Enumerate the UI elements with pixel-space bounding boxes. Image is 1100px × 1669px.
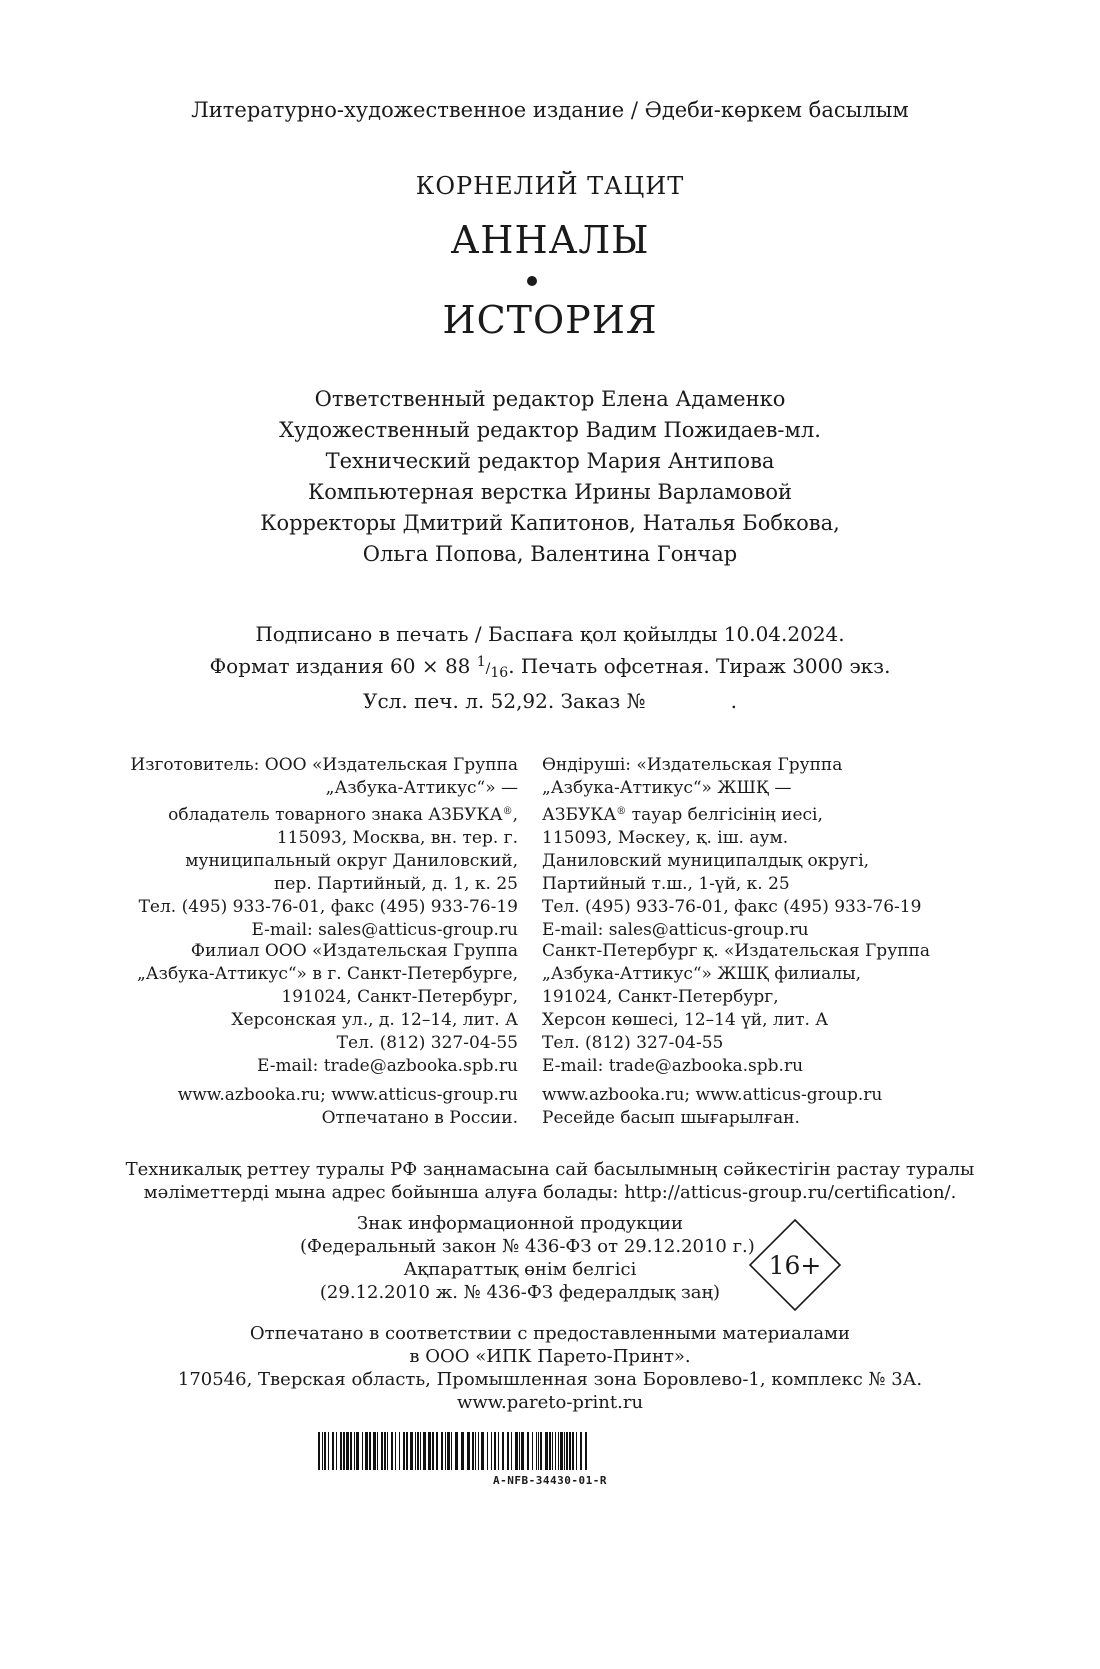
barcode xyxy=(318,1432,588,1470)
manufacturer-kz xyxy=(542,754,921,942)
manufacturer-ru-line: муниципальный округ Даниловский, xyxy=(185,851,518,871)
barcode-bar xyxy=(521,1432,524,1470)
barcode-bar xyxy=(354,1432,355,1470)
barcode-bar xyxy=(391,1432,393,1470)
fraction-numerator: 1 xyxy=(476,654,486,670)
barcode-bar xyxy=(451,1432,452,1470)
barcode-bar xyxy=(343,1432,345,1470)
barcode-bar xyxy=(328,1432,329,1470)
branch-ru xyxy=(137,940,518,1078)
barcode-bar xyxy=(340,1432,342,1470)
registered-mark: ® xyxy=(502,806,513,817)
barcode-bar xyxy=(494,1432,496,1470)
barcode-bar xyxy=(519,1432,520,1470)
barcode-bar xyxy=(428,1432,431,1470)
barcode-bar xyxy=(538,1432,539,1470)
format-prefix: Формат издания 60 × 88 xyxy=(209,654,477,678)
printer-address: 170546, Тверская область, Промышленная зона Боровлево-1, комплекс № 3А. xyxy=(177,1369,923,1390)
info-sign-line: (29.12.2010 ж. № 436-ФЗ федералдық заң) xyxy=(319,1282,721,1303)
editorial-credits xyxy=(0,384,1100,570)
barcode-bar xyxy=(447,1432,450,1470)
manufacturer-kz-line: Өндіруші: «Издательская Группа xyxy=(542,755,843,775)
trademark-end: , xyxy=(512,805,518,825)
branch-ru-line: „Азбука-Аттикус“» в г. Санкт-Петербурге, xyxy=(136,964,518,984)
barcode-bar xyxy=(545,1432,548,1470)
barcode-bar xyxy=(585,1432,587,1470)
barcode-bar xyxy=(387,1432,388,1470)
info-product-sign xyxy=(300,1212,755,1304)
barcode-bar xyxy=(318,1432,320,1470)
barcode-bar xyxy=(356,1432,359,1470)
age-rating-badge xyxy=(748,1218,842,1312)
barcode-bar xyxy=(423,1432,426,1470)
branch-kz-line: „Азбука-Аттикус“» ЖШҚ филиалы, xyxy=(542,964,862,984)
barcode-bar xyxy=(560,1432,563,1470)
barcode-bar xyxy=(549,1432,551,1470)
format-line xyxy=(0,648,1100,687)
barcode-bar xyxy=(558,1432,559,1470)
branch-kz-email: E-mail: trade@azbooka.spb.ru xyxy=(542,1056,804,1076)
sheets-line xyxy=(0,687,1100,715)
barcode-bar xyxy=(564,1432,565,1470)
info-sign-line: Ақпараттық өнім белгісі xyxy=(403,1259,637,1280)
manufacturer-kz-line xyxy=(542,800,921,827)
printer-website: www.pareto-print.ru xyxy=(456,1392,644,1413)
barcode-bar xyxy=(369,1432,371,1470)
barcode-bar xyxy=(377,1432,378,1470)
manufacturer-kz-line: „Азбука-Аттикус“» ЖШҚ — xyxy=(542,778,792,798)
age-rating-text: 16+ xyxy=(768,1251,822,1280)
barcode-bar xyxy=(566,1432,568,1470)
printed-in-kz: Ресейде басып шығарылған. xyxy=(542,1108,800,1128)
barcode-bar xyxy=(346,1432,349,1470)
credit-line: Корректоры Дмитрий Капитонов, Наталья Бобкова, xyxy=(260,511,840,535)
barcode-bar xyxy=(536,1432,537,1470)
barcode-bar xyxy=(322,1432,323,1470)
printer-line: Отпечатано в соответствии с предоставленными материалами xyxy=(249,1323,851,1344)
trademark-text: АЗБУКА xyxy=(542,805,617,825)
barcode-bar xyxy=(445,1432,446,1470)
format-fraction xyxy=(476,654,509,681)
manufacturer-kz-email: E-mail: sales@atticus-group.ru xyxy=(542,920,809,940)
title-separator-dot xyxy=(527,276,537,286)
barcode-bar xyxy=(432,1432,434,1470)
format-suffix: . Печать офсетная. Тираж 3000 экз. xyxy=(508,654,891,678)
barcode-bar xyxy=(436,1432,438,1470)
branch-kz xyxy=(542,940,930,1078)
credit-line: Компьютерная верстка Ирины Варламовой xyxy=(307,480,793,504)
barcode-bar xyxy=(455,1432,458,1470)
barcode-bar xyxy=(555,1432,556,1470)
barcode-bar xyxy=(552,1432,553,1470)
barcode-bar xyxy=(350,1432,352,1470)
branch-ru-line: Филиал ООО «Издательская Группа xyxy=(190,941,518,961)
barcode-bar xyxy=(406,1432,408,1470)
barcode-bar xyxy=(487,1432,488,1470)
manufacturer-ru-line xyxy=(130,800,518,827)
trademark-end: тауар белгісінің иесі, xyxy=(626,805,823,825)
barcode-bar xyxy=(373,1432,376,1470)
barcode-bar xyxy=(511,1432,512,1470)
barcode-bar xyxy=(498,1432,499,1470)
fraction-denominator: 16 xyxy=(490,665,509,681)
branch-kz-line: Санкт-Петербург қ. «Издательская Группа xyxy=(542,941,930,961)
barcode-bar xyxy=(324,1432,326,1470)
signed-date: Подписано в печать / Баспаға қол қойылды 10.04.2024. xyxy=(255,622,845,646)
web-kz xyxy=(542,1084,882,1130)
manufacturer-kz-line: Партийный т.ш., 1-үй, к. 25 xyxy=(542,874,790,894)
branch-ru-line: Тел. (812) 327-04-55 xyxy=(336,1033,518,1053)
barcode-bar xyxy=(502,1432,504,1470)
barcode-bar xyxy=(381,1432,383,1470)
barcode-bar xyxy=(336,1432,337,1470)
barcode-bar xyxy=(515,1432,518,1470)
branch-ru-line: 191024, Санкт-Петербург, xyxy=(281,987,518,1007)
barcode-bar xyxy=(478,1432,479,1470)
certification-line: Техникалық реттеу туралы РФ заңнамасына сай басылымның сәйкестігін растау туралы xyxy=(125,1159,975,1180)
branch-kz-line: Херсон көшесі, 12–14 үй, лит. А xyxy=(542,1010,829,1030)
barcode-bar xyxy=(384,1432,386,1470)
barcode-bar xyxy=(491,1432,492,1470)
barcode-bar xyxy=(472,1432,474,1470)
barcode-bar xyxy=(362,1432,363,1470)
manufacturer-kz-line: Даниловский муниципалдық округі, xyxy=(542,851,870,871)
barcode-bar xyxy=(540,1432,542,1470)
branch-kz-line: 191024, Санкт-Петербург, xyxy=(542,987,779,1007)
manufacturer-ru-line: Тел. (495) 933-76-01, факс (495) 933-76-19 xyxy=(138,897,518,917)
barcode-bar xyxy=(532,1432,533,1470)
certification-note xyxy=(0,1158,1100,1204)
branch-ru-line: Херсонская ул., д. 12–14, лит. А xyxy=(231,1010,518,1030)
trademark-text: обладатель товарного знака АЗБУКА xyxy=(168,805,503,825)
barcode-bar xyxy=(507,1432,509,1470)
barcode-bar xyxy=(420,1432,421,1470)
barcode-bar xyxy=(395,1432,396,1470)
barcode-bar xyxy=(461,1432,464,1470)
book-title-history: ИСТОРИЯ xyxy=(442,298,658,342)
fraction-slash: / xyxy=(485,661,491,677)
barcode-bar xyxy=(580,1432,582,1470)
sheets-prefix: Усл. печ. л. 52,92. Заказ № xyxy=(363,689,646,713)
series-line: Литературно-художественное издание / Әдеби-көркем басылым xyxy=(191,98,909,122)
credit-line: Ольга Попова, Валентина Гончар xyxy=(362,542,738,566)
info-sign-line: (Федеральный закон № 436-ФЗ от 29.12.2010 г.) xyxy=(300,1236,755,1257)
barcode-bar xyxy=(467,1432,470,1470)
barcode-bar xyxy=(417,1432,419,1470)
print-info xyxy=(0,620,1100,715)
info-sign-line: Знак информационной продукции xyxy=(357,1213,683,1234)
author-name: КОРНЕЛИЙ ТАЦИТ xyxy=(415,172,685,200)
manufacturer-ru xyxy=(130,754,518,942)
manufacturer-ru-line: 115093, Москва, вн. тер. г. xyxy=(276,828,518,848)
barcode-bar xyxy=(569,1432,571,1470)
branch-ru-email: E-mail: trade@azbooka.spb.ru xyxy=(256,1056,518,1076)
branch-kz-line: Тел. (812) 327-04-55 xyxy=(542,1033,724,1053)
credit-line: Ответственный редактор Елена Адаменко xyxy=(314,387,786,411)
barcode-text: A-NFB-34430-01-R xyxy=(493,1474,607,1487)
barcode-bar xyxy=(441,1432,443,1470)
printed-in-ru: Отпечатано в России. xyxy=(321,1108,518,1128)
manufacturer-kz-line: 115093, Мәскеу, қ. іш. аум. xyxy=(542,828,789,848)
barcode-bar xyxy=(399,1432,400,1470)
barcode-bar xyxy=(527,1432,529,1470)
sheets-suffix: . xyxy=(730,689,737,713)
barcode-bar xyxy=(365,1432,368,1470)
websites-ru: www.azbooka.ru; www.atticus-group.ru xyxy=(177,1085,518,1105)
age-rating-diamond-icon xyxy=(748,1218,842,1312)
websites-kz: www.azbooka.ru; www.atticus-group.ru xyxy=(542,1085,883,1105)
manufacturer-ru-line: пер. Партийный, д. 1, к. 25 xyxy=(274,874,518,894)
manufacturer-ru-line: „Азбука-Аттикус“» — xyxy=(325,778,518,798)
barcode-bar xyxy=(475,1432,476,1470)
barcode-bar xyxy=(403,1432,405,1470)
barcode-bar xyxy=(332,1432,334,1470)
credit-line: Технический редактор Мария Антипова xyxy=(325,449,775,473)
barcode-bar xyxy=(415,1432,416,1470)
credit-line: Художественный редактор Вадим Пожидаев-мл. xyxy=(279,418,821,442)
certification-line: мәліметтерді мына адрес бойынша алуға болады: http://atticus-group.ru/certification/. xyxy=(143,1182,957,1203)
printer-info xyxy=(0,1322,1100,1414)
barcode-bar xyxy=(572,1432,574,1470)
book-title-annals: АННАЛЫ xyxy=(450,218,650,262)
web-ru xyxy=(178,1084,518,1130)
registered-mark: ® xyxy=(616,806,627,817)
barcode-bar xyxy=(481,1432,484,1470)
barcode-bar xyxy=(410,1432,413,1470)
manufacturer-kz-line: Тел. (495) 933-76-01, факс (495) 933-76-19 xyxy=(542,897,922,917)
manufacturer-ru-line: Изготовитель: ООО «Издательская Группа xyxy=(130,755,518,775)
barcode-bar xyxy=(576,1432,577,1470)
manufacturer-ru-email: E-mail: sales@atticus-group.ru xyxy=(251,920,518,940)
printer-line: в ООО «ИПК Парето-Принт». xyxy=(409,1346,691,1367)
